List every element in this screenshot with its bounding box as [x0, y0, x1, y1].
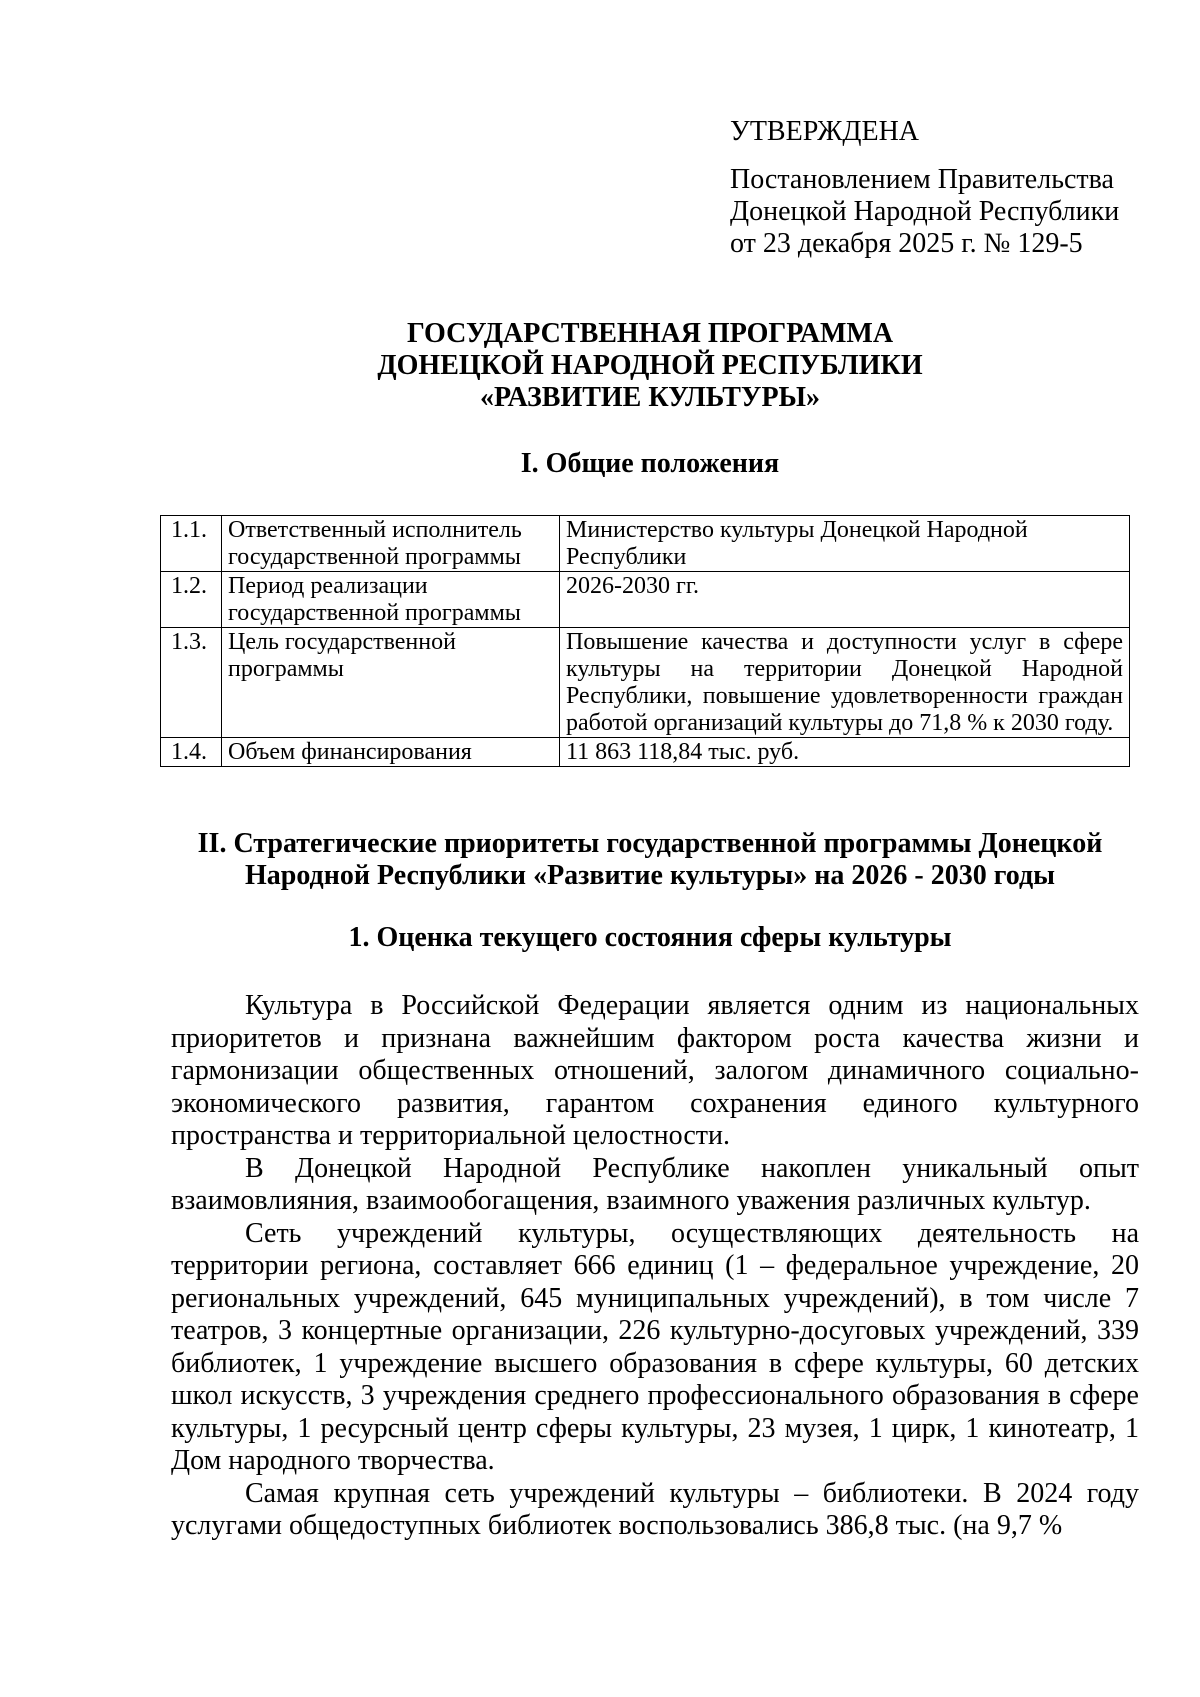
row-value: Министерство культуры Донецкой Народной Республики: [560, 516, 1130, 572]
section-heading-general: [150, 448, 1150, 480]
approval-line: Донецкой Народной Республики: [730, 196, 1120, 227]
section-heading-line: Народной Республики «Развитие культуры» на 2026 - 2030 годы: [244, 860, 1055, 891]
approval-stamp: [730, 116, 1170, 260]
row-label: Объем финансирования: [222, 738, 560, 767]
program-title-line: ДОНЕЦКОЙ НАРОДНОЙ РЕСПУБЛИКИ: [377, 350, 923, 381]
table-row: [161, 738, 1130, 767]
section-heading-strategic-priorities: [150, 828, 1150, 892]
paragraph: Культура в Российской Федерации является одним из национальных приоритетов и признана важнейшим фактором роста качества жизни и гармонизации общественных отношений, залогом динамичного социально-экономического развития, гарантом сохранения единого культурного пространства и территориальной целостности.: [171, 990, 1139, 1151]
row-number: 1.3.: [161, 628, 222, 738]
row-number: 1.2.: [161, 572, 222, 628]
row-label: Ответственный исполнитель государственной программы: [222, 516, 560, 572]
row-value: Повышение качества и доступности услуг в сфере культуры на территории Донецкой Народной Республики, повышение удовлетворенности граждан работой организаций культуры до 71,8 % к 2030 году.: [560, 628, 1130, 738]
paragraph: Сеть учреждений культуры, осуществляющих деятельность на территории региона, составляет 666 единиц (1 – федеральное учреждение, 20 региональных учреждений, 645 муниципальных учреждений), в том числе 7 театров, 3 концертные организации, 226 культурно-досуговых учреждений, 339 библиотек, 1 учреждение высшего образования в сфере культуры, 60 детских школ искусств, 3 учреждения среднего профессионального образования в сфере культуры, 1 ресурсный центр сферы культуры, 23 музея, 1 цирк, 1 кинотеатр, 1 Дом народного творчества.: [171, 1217, 1139, 1476]
section-heading-line: II. Стратегические приоритеты государственной программы Донецкой: [197, 828, 1103, 859]
table-row: [161, 516, 1130, 572]
approval-heading: УТВЕРЖДЕНА: [730, 116, 920, 147]
approval-line: Постановлением Правительства: [730, 164, 1114, 195]
row-number: 1.1.: [161, 516, 222, 572]
row-value: 11 863 118,84 тыс. руб.: [560, 738, 1130, 767]
row-label: Период реализации государственной программы: [222, 572, 560, 628]
row-value: 2026-2030 гг.: [560, 572, 1130, 628]
paragraph: Самая крупная сеть учреждений культуры – библиотеки. В 2024 году услугами общедоступных библиотек воспользовались 386,8 тыс. (на 9,7 %: [171, 1477, 1139, 1541]
row-number: 1.4.: [161, 738, 222, 767]
body-text: [171, 990, 1139, 1543]
row-label: Цель государственной программы: [222, 628, 560, 738]
paragraph: В Донецкой Народной Республике накоплен уникальный опыт взаимовлияния, взаимообогащения, взаимного уважения различных культур.: [171, 1152, 1139, 1216]
table-row: [161, 628, 1130, 738]
subsection-heading-text: 1. Оценка текущего состояния сферы культуры: [348, 922, 952, 953]
approval-line: от 23 декабря 2025 г. № 129-5: [730, 228, 1083, 259]
program-title-line: ГОСУДАРСТВЕННАЯ ПРОГРАММА: [406, 318, 894, 349]
program-title: [150, 318, 1150, 414]
subsection-heading-current-state: [150, 922, 1150, 954]
table-row: [161, 572, 1130, 628]
section-heading-text: I. Общие положения: [520, 448, 780, 479]
program-passport-table: [160, 515, 1130, 767]
program-title-line: «РАЗВИТИЕ КУЛЬТУРЫ»: [479, 382, 821, 413]
